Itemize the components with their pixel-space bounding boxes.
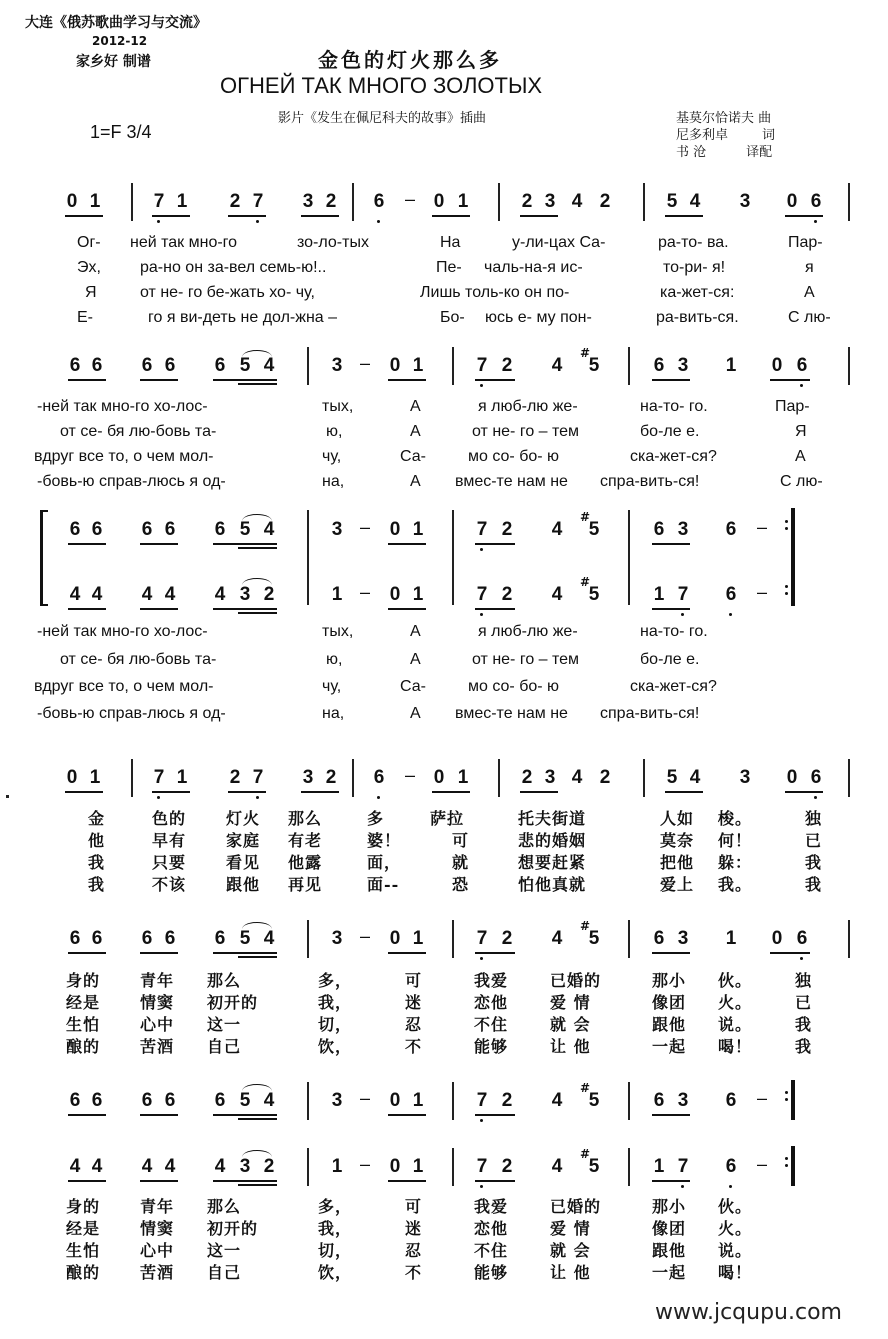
credit-translator: 书 沧 译配 [676, 145, 773, 160]
key-time-signature: 1=F 3/4 [90, 122, 152, 142]
title-chinese: 金色的灯火那么多 [318, 48, 502, 72]
website-watermark: www.jcqupu.com [655, 1300, 842, 1325]
credit-composer: 基莫尔恰诺夫 曲 [676, 111, 772, 126]
date-label: 2012-12 [92, 34, 148, 48]
maker-label: 家乡好 制谱 [76, 54, 151, 70]
credits [676, 110, 775, 161]
subtitle: 影片《发生在佩尼科夫的故事》插曲 [278, 111, 487, 126]
credit-lyricist: 尼多利卓 词 [676, 128, 776, 143]
source-label: 大连《俄苏歌曲学习与交流》 [25, 15, 207, 31]
title-russian: ОГНЕЙ ТАК МНОГО ЗОЛОТЫХ [220, 73, 543, 98]
stray-mark [6, 795, 9, 798]
